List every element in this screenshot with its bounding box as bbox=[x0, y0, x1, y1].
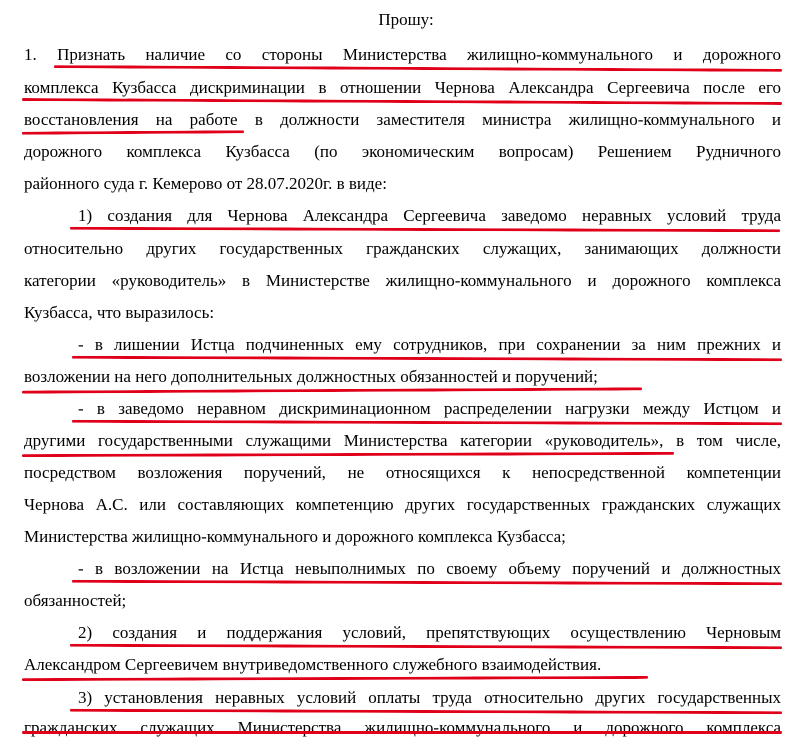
text-line: 1) создания для Чернова Александра Сергеевича заведомо неравных условий труда bbox=[78, 206, 781, 225]
text-line: посредством возложения поручений, не относящихся к непосредственной компетенции bbox=[24, 463, 781, 482]
text-line: комплекса Кузбасса дискриминации в отношении Чернова Александра Сергеевича после его bbox=[24, 78, 781, 97]
red-underline-mark bbox=[72, 356, 782, 361]
text-line: - в возложении на Истца невыполнимых по своему объему поручений и должностных bbox=[78, 559, 781, 578]
red-underline-mark bbox=[72, 420, 782, 425]
text-line: Александром Сергеевичем внутриведомственного служебного взаимодействия. bbox=[24, 655, 602, 674]
red-underline-mark bbox=[22, 130, 244, 135]
text-line: 2) создания и поддержания условий, препятствующих осуществлению Черновым bbox=[78, 623, 781, 642]
text-line: другими государственными служащими Министерства категории «руководитель», в том числе, bbox=[24, 431, 781, 450]
text-line: - в лишении Истца подчиненных ему сотрудников, при сохранении за ним прежних и bbox=[78, 335, 781, 354]
text-line: относительно других государственных гражданских служащих, занимающих должности bbox=[24, 239, 781, 258]
red-underline-mark bbox=[22, 452, 674, 457]
text-line: - в заведомо неравном дискриминационном распределении нагрузки между Истцом и bbox=[78, 399, 781, 418]
red-underline-mark bbox=[22, 98, 782, 105]
text-line: дорожного комплекса Кузбасса (по экономическим вопросам) Решением Рудничного bbox=[24, 142, 781, 161]
text-line: 3) установления неравных условий оплаты труда относительно других государственных bbox=[78, 688, 781, 707]
text-line: Чернова А.С. или составляющих компетенцию других государственных гражданских служащих bbox=[24, 495, 781, 514]
red-underline-mark bbox=[70, 644, 782, 649]
text-line: восстановления на работе в должности заместителя министра жилищно-коммунального и bbox=[24, 110, 781, 129]
red-underline-mark bbox=[70, 709, 782, 714]
text-line: Кузбасса, что выразилось: bbox=[24, 303, 215, 322]
red-underline-mark bbox=[72, 580, 782, 585]
document-heading: Прошу: bbox=[378, 10, 434, 29]
text-line: обязанностей; bbox=[24, 591, 127, 610]
text-line: районного суда г. Кемерово от 28.07.2020г. в виде: bbox=[24, 174, 387, 193]
text-line: гражданских служащих Министерства жилищно-коммунального и дорожного комплекса bbox=[24, 718, 781, 737]
red-underline-mark bbox=[54, 65, 782, 72]
text-line: Министерства жилищно-коммунального и дорожного комплекса Кузбасса; bbox=[24, 527, 566, 546]
text-line: 1. Признать наличие со стороны Министерства жилищно-коммунального и дорожного bbox=[24, 45, 781, 64]
red-underline-mark bbox=[70, 227, 780, 232]
text-line: возложении на него дополнительных должностных обязанностей и поручений; bbox=[24, 367, 598, 386]
text-line: категории «руководитель» в Министерстве жилищно-коммунального и дорожного комплекса bbox=[24, 271, 781, 290]
red-underline-mark bbox=[22, 387, 642, 393]
red-underline-mark bbox=[22, 676, 648, 681]
